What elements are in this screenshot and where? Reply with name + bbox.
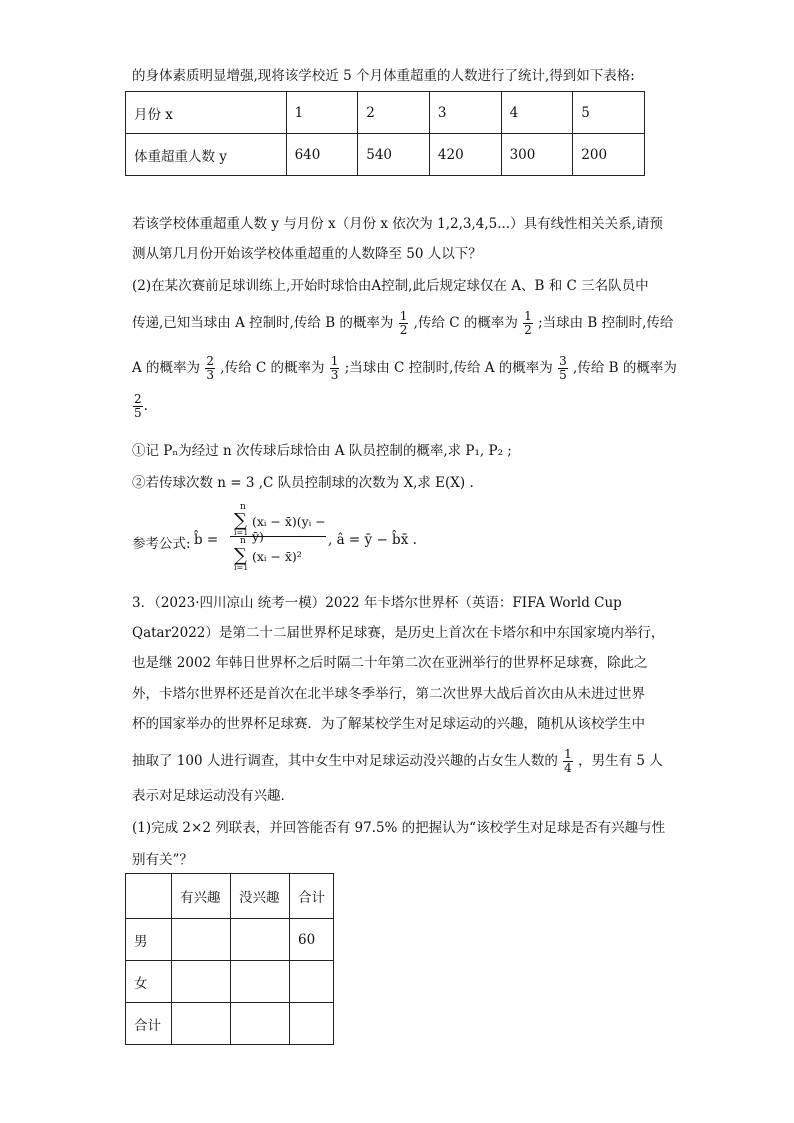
fraction: $\frac{2}{5}$	[134, 392, 142, 420]
table-cell	[231, 919, 290, 961]
fraction: $\frac{2}{3}$	[206, 354, 214, 382]
row-label: 女	[126, 961, 172, 1003]
table-cell	[231, 1003, 290, 1045]
q2-line-2: 传递,已知当球由 A 控制时,传给 B 的概率为 $\frac{1}{2}$ ,传给 C 的概率为 $\frac{1}{2}$ ;当球由 B 控制时,传给	[132, 309, 674, 337]
table-cell: 60	[290, 919, 334, 961]
table-cell	[172, 961, 231, 1003]
table-header-cell: 有兴趣	[172, 874, 231, 919]
q2-line-1: (2)在某次赛前足球训练上,开始时球恰由A控制,此后规定球仅在 A、B 和 C 三名队员中	[132, 278, 649, 294]
table-cell	[290, 1003, 334, 1045]
q3-line-9: 别有关”？	[132, 852, 193, 868]
fraction: $\frac{1}{4}$	[564, 747, 572, 775]
table-cell	[231, 961, 290, 1003]
q2-sub-1: ①记 Pₙ为经过 n 次传球后球恰由 A 队员控制的概率,求 P₁, P₂ ;	[132, 443, 512, 459]
weight-table	[125, 91, 645, 176]
month-cell: 3	[429, 92, 501, 134]
table-cell	[172, 919, 231, 961]
table-header-cell: 合计	[290, 874, 334, 919]
formula-fraction: n ∑ i=1 (xᵢ − x̄)(yᵢ − ȳ) n ∑ i=1 (xᵢ − x̄)²	[230, 506, 326, 571]
reference-formula	[132, 502, 552, 576]
q3-line-7: 表示对足球运动没有兴趣．	[132, 788, 294, 804]
contingency-table	[125, 873, 334, 1045]
table-cell	[290, 961, 334, 1003]
q3-line-2: Qatar2022）是第二十二届世界杯足球赛，是历史上首次在卡塔尔和中东国家境内举行，	[132, 625, 665, 641]
count-cell: 200	[573, 134, 645, 176]
month-cell: 2	[358, 92, 430, 134]
fraction: $\frac{1}{3}$	[330, 354, 339, 382]
intro-line: 的身体素质明显增强,现将该学校近 5 个月体重超重的人数进行了统计,得到如下表格:	[132, 68, 635, 84]
count-cell: 420	[429, 134, 501, 176]
fraction: $\frac{1}{2}$	[399, 309, 408, 337]
q1-line-1: 若该学校体重超重人数 y 与月份 x（月份 x 依次为 1,2,3,4,5...）具有线性相关关系,请预	[132, 216, 663, 232]
count-cell: 640	[286, 134, 358, 176]
count-cell: 300	[501, 134, 573, 176]
q3-line-4: 外，卡塔尔世界杯还是首次在北半球冬季举行，第二次世界大战后首次由从未进过世界	[132, 686, 645, 702]
q3-line-3: 也是继 2002 年韩日世界杯之后时隔二十年第二次在亚洲举行的世界杯足球赛，除此之	[132, 655, 648, 671]
q2-line-4: $\frac{2}{5}$ .	[134, 392, 148, 420]
row-label-count: 体重超重人数 y	[126, 134, 287, 176]
count-cell: 540	[358, 134, 430, 176]
q1-line-2: 测从第几月份开始该学校体重超重的人数降至 50 人以下？	[132, 246, 482, 262]
q2-sub-2: ②若传球次数 n = 3 ,C 队员控制球的次数为 X,求 E(X) .	[132, 475, 474, 491]
row-label: 合计	[126, 1003, 172, 1045]
month-cell: 4	[501, 92, 573, 134]
month-cell: 5	[573, 92, 645, 134]
q3-line-5: 杯的国家举办的世界杯足球赛．为了解某校学生对足球运动的兴趣，随机从该校学生中	[132, 716, 645, 732]
table-cell	[172, 1003, 231, 1045]
table-header-cell	[126, 874, 172, 919]
formula-label: 参考公式:	[132, 536, 191, 552]
row-label: 男	[126, 919, 172, 961]
month-cell: 1	[286, 92, 358, 134]
fraction: $\frac{1}{2}$	[524, 309, 532, 337]
table-header-cell: 没兴趣	[231, 874, 290, 919]
fraction: $\frac{3}{5}$	[559, 354, 567, 382]
q3-line-1: 3．（2023·四川凉山 统考一模）2022 年卡塔尔世界杯（英语：FIFA World Cup	[132, 595, 622, 611]
formula-tail: , â = ȳ − b̂x̄ .	[328, 532, 417, 548]
b-hat: b̂ =	[194, 532, 219, 548]
q3-line-6: 抽取了 100 人进行调查，其中女生中对足球运动没兴趣的占女生人数的 $\frac{1}{4}$ ，男生有 5 人	[132, 747, 663, 775]
row-label-month: 月份 x	[126, 92, 287, 134]
q3-line-8: (1)完成 2×2 列联表，并回答能否有 97.5% 的把握认为“该校学生对足球是否有兴趣与性	[132, 820, 666, 836]
q2-line-3: A 的概率为 $\frac{2}{3}$ ,传给 C 的概率为 $\frac{1}{3}$ ;当球由 C 控制时,传给 A 的概率为 $\frac{3}{5}$ ,传给 B 的概率为	[132, 354, 677, 382]
